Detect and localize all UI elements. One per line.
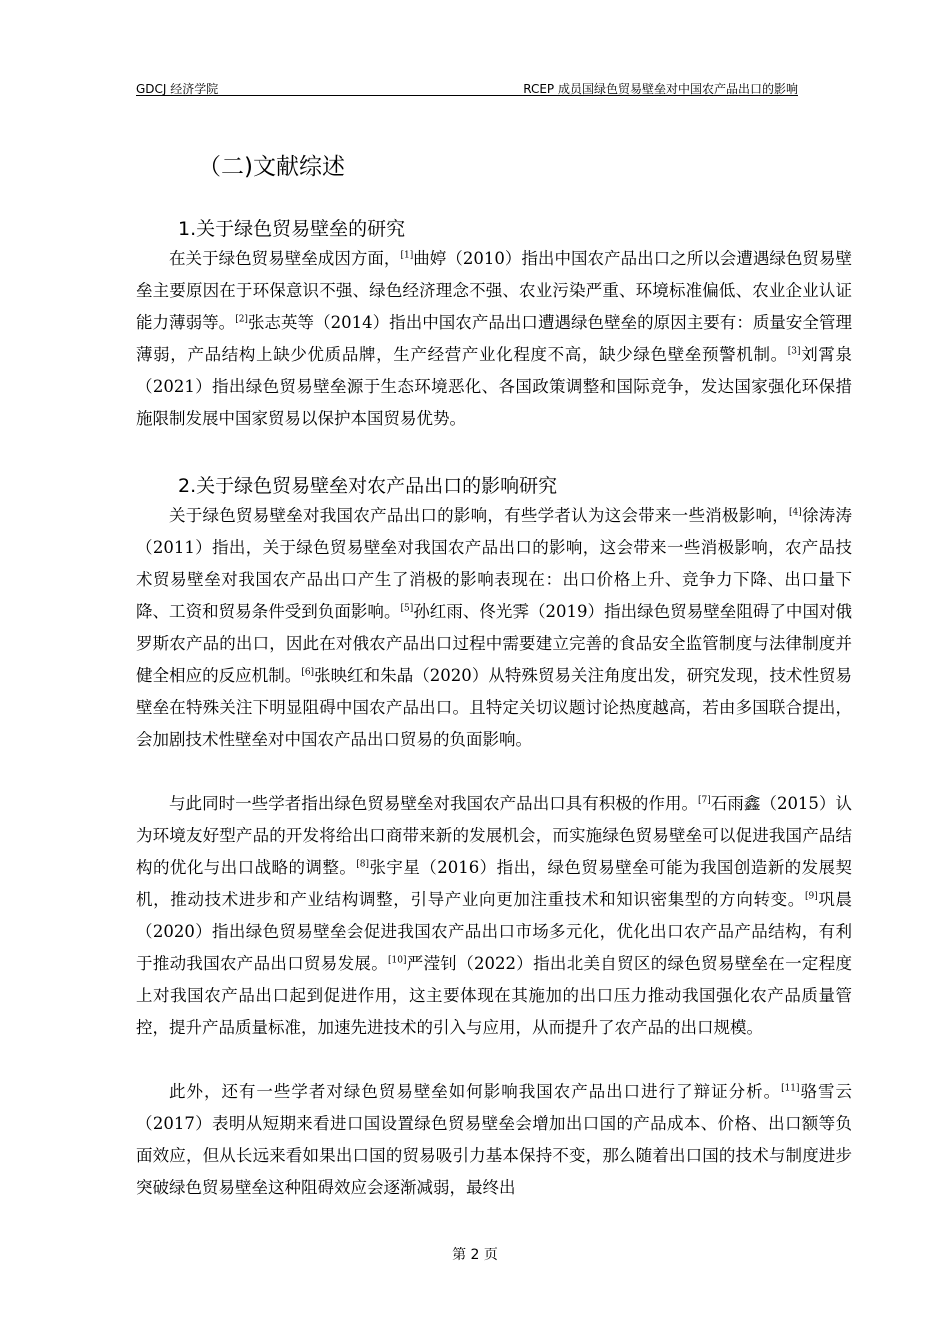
citation-ref: [3] xyxy=(787,346,801,357)
citation-ref: [8] xyxy=(356,859,370,870)
paragraph-text: 在关于绿色贸易壁垒成因方面， xyxy=(169,249,401,268)
citation-ref: [4] xyxy=(788,507,802,518)
page-number: 第 2 页 xyxy=(452,1247,498,1263)
paragraph-text: 张宇星（2016）指出，绿色贸易壁垒可能为我国创造新的发展契机，推动技术进步和产业结构调整，引导产业向更加注重技术和知识密集型的方向转变。 xyxy=(136,858,853,909)
paragraph-text: 曲婷（2010）指出中国农产品出口之所以会遭遇绿色贸易壁垒主要原因在于环保意识不强、绿色经济理念不强、农业污染严重、环境标准偏低、农业企业认证能力薄弱等。 xyxy=(136,249,852,332)
paragraph-text: 与此同时一些学者指出绿色贸易壁垒对我国农产品出口具有积极的作用。 xyxy=(169,794,699,813)
page-header xyxy=(136,80,798,96)
paragraph-negative-effects xyxy=(136,500,852,756)
citation-ref: [1] xyxy=(400,250,414,261)
header-right-text: RCEP 成员国绿色贸易壁垒对中国农产品出口的影响 xyxy=(523,82,798,96)
paragraph-text: 严滢钊（2022）指出北美自贸区的绿色贸易壁垒在一定程度上对我国农产品出口起到促进作用，这主要体现在其施加的出口压力推动我国强化农产品质量管控，提升产品质量标准，加速先进技术的引入与应用，从而提升了农产品的出口规模。 xyxy=(136,954,853,1037)
citation-ref: [7] xyxy=(698,795,711,806)
paragraph-text: 骆雪云（2017）表明从短期来看进口国设置绿色贸易壁垒会增加出口国的产品成本、价格、出口额等负面效应，但从长远来看如果出口国的贸易吸引力基本保持不变，那么随着出口国的技术与制度进步突破绿色贸易壁垒这种阻碍效应会逐渐减弱，最终出 xyxy=(136,1082,853,1197)
paragraph-text: 徐涛涛（2011）指出，关于绿色贸易壁垒对我国农产品出口的影响，这会带来一些消极影响，农产品技术贸易壁垒对我国农产品出口产生了消极的影响表现在：出口价格上升、竞争力下降、出口量下降、工资和贸易条件受到负面影响。 xyxy=(136,506,853,621)
paragraph-text: 巩晨（2020）指出绿色贸易壁垒会促进我国农产品出口市场多元化，优化出口农产品产品结构，有利于推动我国农产品出口贸易发展。 xyxy=(136,890,853,973)
citation-ref: [10] xyxy=(388,955,407,966)
citation-ref: [5] xyxy=(400,603,414,614)
header-rule xyxy=(136,95,798,96)
paragraph-positive-effects xyxy=(136,788,852,1044)
paragraph-text: 此外，还有一些学者对绿色贸易壁垒如何影响我国农产品出口进行了辩证分析。 xyxy=(169,1082,782,1101)
subsection-title-2: 2.关于绿色贸易壁垒对农产品出口的影响研究 xyxy=(178,475,558,497)
paragraph-text: 孙红雨、佟光霁（2019）指出绿色贸易壁垒阻碍了中国对俄罗斯农产品的出口，因此在对俄农产品出口过程中需要建立完善的食品安全监管制度与法律制度并健全相应的反应机制。 xyxy=(136,602,853,685)
citation-ref: [11] xyxy=(781,1083,800,1094)
header-left-text: GDCJ 经济学院 xyxy=(136,82,219,96)
paragraph-text: 关于绿色贸易壁垒对我国农产品出口的影响，有些学者认为这会带来一些消极影响， xyxy=(169,506,789,525)
paragraph-dialectical-analysis xyxy=(136,1076,852,1204)
citation-ref: [9] xyxy=(804,891,818,902)
citation-ref: [6] xyxy=(301,667,315,678)
paragraph-text: 刘霄泉（2021）指出绿色贸易壁垒源于生态环境恶化、各国政策调整和国际竞争，发达国家强化环保措施限制发展中国家贸易以保护本国贸易优势。 xyxy=(136,345,853,428)
subsection-title-1: 1.关于绿色贸易壁垒的研究 xyxy=(178,218,406,240)
paragraph-text: 张志英等（2014）指出中国农产品出口遭遇绿色壁垒的原因主要有：质量安全管理薄弱，产品结构上缺少优质品牌，生产经营产业化程度不高，缺少绿色壁垒预警机制。 xyxy=(136,313,852,364)
paragraph-text: 石雨鑫（2015）认为环境友好型产品的开发将给出口商带来新的发展机会，而实施绿色贸易壁垒可以促进我国产品结构的优化与出口战略的调整。 xyxy=(136,794,852,877)
section-title: （二)文献综述 xyxy=(198,154,345,180)
paragraph-green-barrier-causes xyxy=(136,243,852,435)
citation-ref: [2] xyxy=(235,314,248,325)
paragraph-text: 张映红和朱晶（2020）从特殊贸易关注角度出发，研究发现，技术性贸易壁垒在特殊关注下明显阻碍中国农产品出口。且特定关切议题讨论热度越高，若由多国联合提出，会加剧技术性壁垒对中国农产品出口贸易的负面影响。 xyxy=(136,666,852,749)
